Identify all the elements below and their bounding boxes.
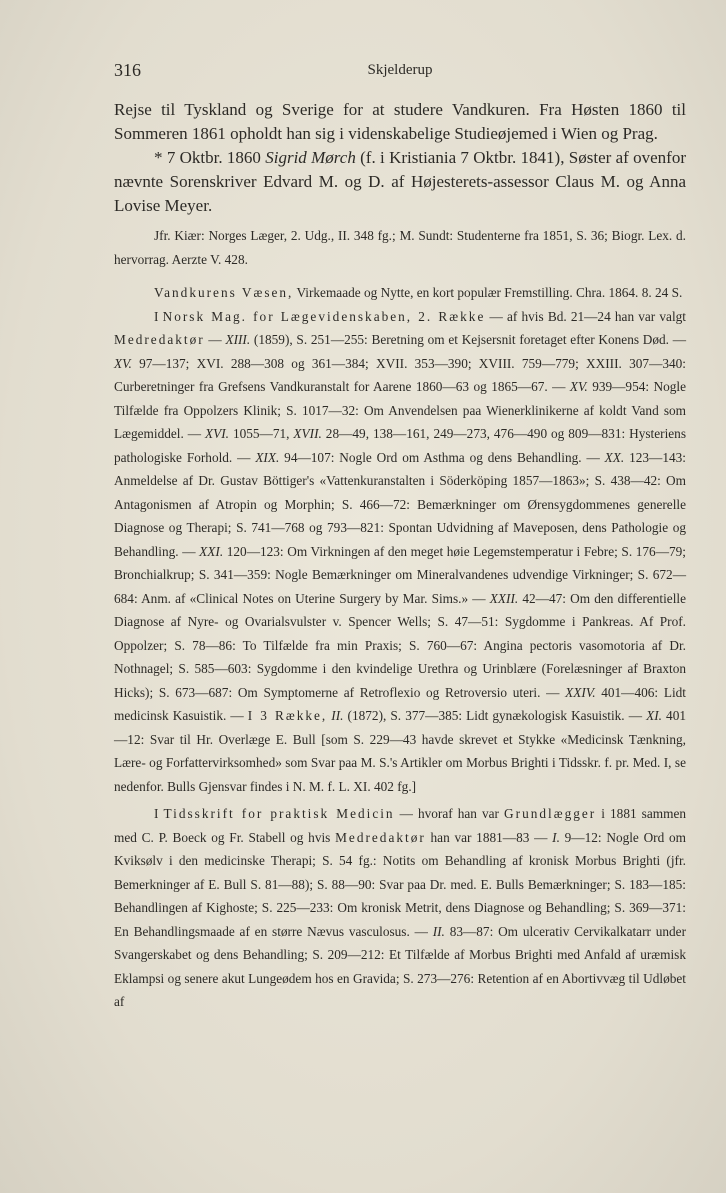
spouse-name: Sigrid Mørch bbox=[265, 148, 356, 167]
page-body bbox=[114, 98, 686, 1014]
series-label: I 3 Række, bbox=[247, 708, 328, 723]
references-paragraph: Jfr. Kiær: Norges Læger, 2. Udg., II. 348 fg.; M. Sundt: Studenterne fra 1851, S. 36; Biogr. Lex. d. hervorrag. Aerzte V. 428. bbox=[114, 228, 686, 267]
work-entry-vandkuren: Vandkurens Væsen, Virkemaade og Nytte, en kort populær Fremstilling. Chra. 1864. 8. 24 S. bbox=[154, 285, 683, 300]
journal-title: Norsk Mag. for Lægevidenskaben, 2. Række bbox=[162, 308, 486, 324]
work-title: Vandkurens Væsen, bbox=[154, 285, 294, 300]
page-number: 316 bbox=[114, 60, 141, 80]
journal-title: Tidsskrift for praktisk Medicin bbox=[163, 806, 395, 821]
page-header bbox=[114, 60, 686, 86]
norsk-mag-paragraph: I Norsk Mag. for Lægevidenskaben, 2. Række — af hvis Bd. 21—24 han var valgt Medredaktør — XIII. (1859), S. 251—255: Beretning om et Kejsersnit foretaget efter Konens Død. — XV. 97—137; XVI. 288—308 og 361—384; XVII. 353—390; XVIII. 759—779; XXIII. 307—340: Curberetninger fra Grefsens Vandkuranstalt for Aarene 1860—63 og 1865—67. — XV. 939—954: Nogle Tilfælde fra Oppolzers Klinik; S. 1017—32: Om Anvendelsen paa Wienerklinikerne af koldt Vand som Lægemiddel. — XVI. 1055—71, XVII. 28—49, 138—161, 249—273, 476—490 og 809—831: Hysteriens pathologiske Forhold. — XIX. 94—107: Nogle Ord om Asthma og dens Behandling. — XX. 123—143: Anmeldelse af Dr. Gustav Böttiger's «Vattenkuranstalten i Söderköping 1857—1863»; S. 438—42: Om Antagonismen af Atropin og Morphin; S. 466—72: Bemærkninger om Ørensygdommenes generelle Diagnose og Therapi; S. 741—768 og 793—821: Spontan Udvidning af Maveposen, dens Pathologie og Behandling. — XXI. 120—123: Om Virkningen af den meget høie Legemstemperatur i Febre; S. 176—79; Bronchialkrup; S. 341—359: Nogle Bemærkninger om Mineralvandenes udvendige Virkninger; S. 672—684: Anm. af «Clinical Notes on Uterine Surgery by Mar. Sims.» — XXII. 42—47: Om den differentielle Diagnose af Nyre- og Ovarialsvulster v. Spencer Wells; S. 47—51: Sygdomme i Pankreas. Af Prof. Oppolzer; S. 78—86: To Tilfælde fra min Praxis; S. 760—67: Angina pectoris vasomotoria af Dr. Nothnagel; S. 585—603: Sygdomme i den kvindelige Urethra og Urinblære (Forelæsninger af Braxton Hicks); S. 673—687: Om Symptomerne af Retroflexio og Retroversio uteri. — XXIV. 401—406: Lidt medicinsk Kasuistik. — I 3 Række, II. (1872), S. 377—385: Lidt gynækologisk Kasuistik. — XI. 401—12: Svar til Hr. Overlæge E. Bull [som S. 229—43 havde skrevet et Stykke «Medicinsk Tænkning, Lære- og Forfattervirksomhed» som Svar paa M. S.'s Artikler om Morbus Brighti i Tidsskr. f. pr. Med. I, se nedenfor. Bulls Gjensvar findes i N. M. f. L. XI. 402 fg.] bbox=[114, 308, 687, 794]
marriage-paragraph: * 7 Oktbr. 1860 Sigrid Mørch (f. i Kristiania 7 Oktbr. 1841), Søster af ovenfor nævnte Sorenskriver Edvard M. og D. af Højesterets-assessor Claus M. og Anna Lovise Meyer. bbox=[114, 148, 686, 215]
role-label: Grundlægger bbox=[504, 806, 597, 821]
role-label: Medredaktør bbox=[114, 332, 205, 347]
running-head: Skjelderup bbox=[367, 62, 433, 78]
biography-paragraph: Rejse til Tyskland og Sverige for at studere Vandkuren. Fra Høsten 1860 til Sommeren 1861 opholdt han sig i videnskabelige Studieøjemed i Wien og Prag. bbox=[114, 100, 686, 143]
tidsskrift-paragraph: I Tidsskrift for praktisk Medicin — hvoraf han var Grundlægger i 1881 sammen med C. P. Boeck og Fr. Stabell og hvis Medredaktør han var 1881—83 — I. 9—12: Nogle Ord om Kviksølv i den medicinske Therapi; S. 54 fg.: Notits om Behandling af kronisk Morbus Brighti (jfr. Bemerkninger af E. Bull S. 81—88); S. 88—90: Svar paa Dr. med. E. Bulls Bemærkninger; S. 183—185: Behandlingen af Kighoste; S. 225—233: Om kronisk Metrit, dens Diagnose og Behandling; S. 369—371: En Behandlingsmaade af en større Nævus vasculosus. — II. 83—87: Om ulcerativ Cervikalkatarr under Svangerskabet og dens Behandling; S. 209—212: Et Tilfælde af Morbus Brighti med Anfald af uræmisk Eklampsi og senere akut Lungeødem hos en Gravida; S. 273—276: Retention af en Abortivvæg til Udløbet af bbox=[114, 806, 687, 1009]
role-label: Medredaktør bbox=[335, 829, 426, 845]
